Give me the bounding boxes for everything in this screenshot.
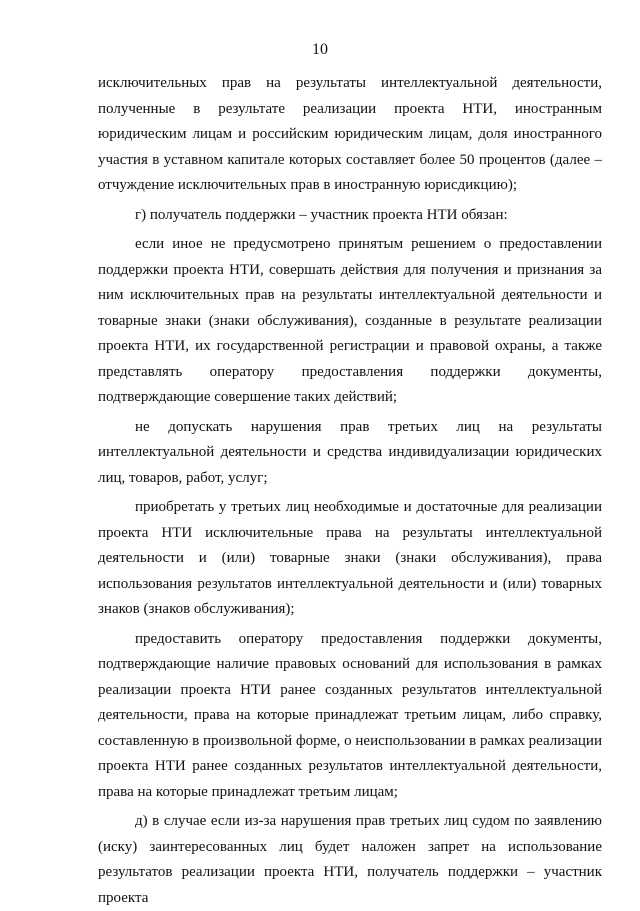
paragraph-obligation-no-violation: не допускать нарушения прав третьих лиц на результаты интеллектуальной деятельности и средства индивидуализации юридических лиц, товаров, работ, услуг;: [98, 418, 602, 486]
page-number: 10: [312, 41, 328, 58]
document-body: [98, 71, 602, 911]
paragraph-obligation-acquire-rights: приобретать у третьих лиц необходимые и достаточные для реализации проекта НТИ исключительные права на результаты интеллектуальной деятельности и (или) товарные знаки (знаки обслуживания), права использования результатов интеллектуальной деятельности и (или) товарных знаков (знаков обслуживания);: [98, 499, 602, 617]
paragraph-item-d: д) в случае если из-за нарушения прав третьих лиц судом по заявлению (иску) заинтересованных лиц будет наложен запрет на использование результатов реализации проекта НТИ, получатель поддержки – участник проекта: [98, 813, 602, 906]
paragraph-item-g: г) получатель поддержки – участник проекта НТИ обязан:: [135, 206, 508, 223]
paragraph-obligation-registration: если иное не предусмотрено принятым решением о предоставлении поддержки проекта НТИ, совершать действия для получения и признания за ним исключительных прав на результаты интеллектуальной деятельности и товарные знаки (знаки обслуживания), созданные в результате реализации проекта НТИ, их государственной регистрации и правовой охраны, а также представлять оператору предоставления поддержки документы, подтверждающие совершение таких действий;: [98, 236, 602, 405]
paragraph-continuation: исключительных прав на результаты интеллектуальной деятельности, полученные в результате реализации проекта НТИ, иностранным юридическим лицам и российским юридическим лицам, доля иностранного участия в уставном капитале которых составляет более 50 процентов (далее – отчуждение исключительных прав в иностранную юрисдикцию);: [98, 75, 602, 193]
paragraph-obligation-provide-documents: предоставить оператору предоставления поддержки документы, подтверждающие наличие правовых оснований для использования в рамках реализации проекта НТИ ранее созданных результатов интеллектуальной деятельности, права на которые принадлежат третьим лицам, либо справку, составленную в произвольной форме, о неиспользовании в рамках реализации проекта НТИ ранее созданных результатов интеллектуальной деятельности, права на которые принадлежат третьим лицам;: [98, 630, 602, 800]
